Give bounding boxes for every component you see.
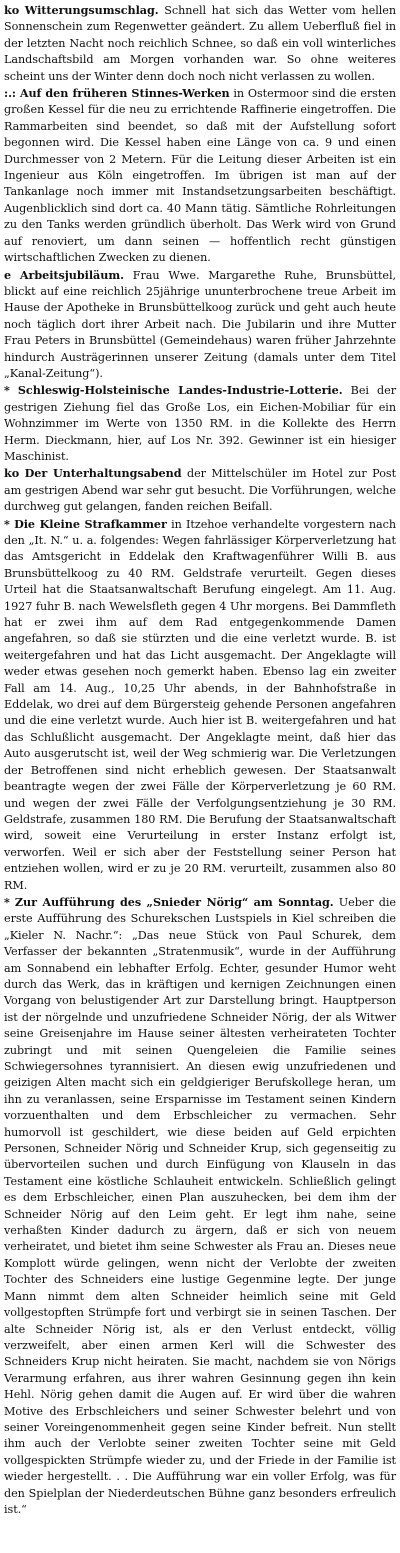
- article-marker: e: [4, 267, 12, 282]
- article-paragraph: [4, 465, 396, 515]
- article-work-jubilee: [4, 267, 396, 383]
- article-theater-play: [4, 894, 396, 1518]
- article-headline: Der Unterhaltungsabend: [24, 466, 182, 481]
- article-headline: Witterungsumschlag.: [24, 3, 159, 17]
- article-paragraph: [4, 894, 396, 1518]
- article-marker: :.:: [4, 86, 17, 101]
- article-headline: Zur Aufführung des „Snieder Nörig“ am Sonntag.: [14, 894, 334, 909]
- article-paragraph: [4, 516, 396, 894]
- article-entertainment-evening: [4, 465, 396, 515]
- article-body: Schnell hat sich das Wetter vom hellen Sonnenschein zum Regenwetter geändert. Zu allem Ueberfluß fiel in der letzten Nacht noch reichlich Schnee, so daß ein voll winterliches Landschaftsbild am Morgen vorhanden war. So ohne weiteres scheint uns der Winter denn doch noch nicht verlassen zu wollen.: [4, 4, 396, 83]
- article-marker: *: [4, 383, 10, 398]
- article-paragraph: [4, 267, 396, 383]
- article-criminal-chamber: [4, 516, 396, 894]
- article-lottery: [4, 382, 396, 465]
- article-body: Frau Wwe. Margarethe Ruhe, Brunsbüttel, blickt auf eine reichlich 25jährige ununterbrochene treue Arbeit im Hause der Apotheke in Brunsbüttelkoog zurück und geht auch heute noch täglich dort ihrer Arbeit nach. Die Jubilarin und ihre Mutter Frau Peters in Brunsbüttel (Gemeindehaus) waren früher Jahrzehnte hindurch Austrägerinnen unserer Zeitung (damals unter dem Titel „Kanal-Zeitung“).: [4, 268, 396, 380]
- article-paragraph: [4, 382, 396, 465]
- article-body: Ueber die erste Aufführung des Schurekschen Lustspiels in Kiel schreiben die „Kieler N. Nachr.“: „Das neue Stück von Paul Schurek, dem Verfasser der bekannten „Stratenmusik“, wurde in der Aufführung am Sonnabend ein lebhafter Erfolg. Echter, gesunder Humor weht durch das Werk, das in kräftigen und kernigen Zeichnungen einen Vorgang von belustigender Art zur Darstellung bringt. Hauptperson ist der nörgelnde und unzufriedene Schneider Nörig, der als Witwer seine Greisenjahre im Hause seiner ältesten verheirateten Tochter zubringt und mit seinen Quengeleien die Familie seines Schwiegersohnes tyrannisiert. An diesen ewig unzufriedenen und geizigen Alten macht sich ein geldgieriger Berufskollege heran, um ihn zu veranlassen, seine Ersparnisse im Testament seinen Kindern vorzuenthalten und dem Erbschleicher zu vermachen. Sehr humorvoll ist geschildert, wie diese beiden auf Geld erpichten Personen, Schneider Nörig und Schneider Krup, sich gegenseitig zu übervorteilen suchen und durch Einfügung von Klauseln in das Testament eine köstliche Schlauheit entwickeln. Schließlich gelingt es dem Erbschleicher, einen Plan auszuhecken, bei dem ihm der Schneider Nörig auf den Leim geht. Er legt ihm nahe, seine verhaßten Kinder dadurch zu ärgern, daß er sich von neuem verheiratet, und bietet ihm seine Schwester als Frau an. Dieses neue Komplott würde gelingen, wenn nicht der Verlobte der zweiten Tochter des Schneiders eine lustige Gegenmine legte. Der junge Mann nimmt dem alten Schneider heimlich seine mit Geld vollgestopften Strümpfe fort und verbirgt sie in seinen Taschen. Der alte Schneider Nörig ist, als er den Verlust entdeckt, völlig verzweifelt, aber einen armen Kerl will die Schwester des Schneiders Krup nicht heiraten. Sie macht, nachdem sie von Nörigs Verarmung erfahren, aus ihrer wahren Gesinnung gegen ihn kein Hehl. Nörig gehen damit die Augen auf. Er wird über die wahren Motive des Erbschleichers und seiner Schwester belehrt und von seiner Voreingenommenheit gegen seine Kinder befreit. Nun stellt ihm auch der Verlobte seiner zweiten Tochter seine mit Geld vollgespickten Strümpfe wieder zu, und der Friede in der Familie ist wieder hergestellt. . . Die Aufführung war ein voller Erfolg, was für den Spielplan der Niederdeutschen Bühne ganz besonders erfreulich ist.“: [4, 895, 396, 1516]
- article-marker: *: [4, 516, 10, 531]
- article-body: der Mittelschüler im Hotel zur Post am gestrigen Abend war sehr gut besucht. Die Vorführungen, welche durchweg gut gelangen, fanden reichen Beifall.: [4, 467, 397, 514]
- article-headline: Schleswig-Holsteinische Landes-Industrie-Lotterie.: [17, 383, 343, 398]
- article-marker: ko: [4, 3, 20, 17]
- article-weather: [4, 2, 396, 85]
- article-headline: Die Kleine Strafkammer: [14, 516, 167, 531]
- article-paragraph: [4, 2, 396, 85]
- article-body: Bei der gestrigen Ziehung fiel das Große Los, ein Eichen-Mobiliar für ein Wohnzimmer im Werte von 1350 RM. in die Kollekte des Herrn Herm. Dieckmann, hier, auf Los Nr. 392. Gewinner ist ein hiesiger Maschinist.: [4, 384, 396, 463]
- article-marker: ko: [4, 466, 20, 481]
- article-headline: Auf den früheren Stinnes-Werken: [19, 86, 230, 101]
- article-headline: Arbeitsjubiläum.: [19, 267, 124, 282]
- article-body: in Itzehoe verhandelte vorgestern nach den „It. N.“ u. a. folgendes: Wegen fahrlässiger Körperverletzung hat das Amtsgericht in Eddelak den Kraftwagenführer Willi B. aus Brunsbüttelkoog zu 40 RM. Geldstrafe verurteilt. Gegen dieses Urteil hat die Staatsanwaltschaft Berufung eingelegt. Am 11. Aug. 1927 fuhr B. nach Wewelsfleth gegen 4 Uhr morgens. Bei Dammfleth hat er zwei ihm auf dem Rad entgegenkommende Damen angefahren, so daß sie stürzten und die eine verletzt wurde. B. ist weitergefahren und hat das Licht ausgemacht. Der Angeklagte will weder etwas gesehen noch gemerkt haben. Ebenso lag ein zweiter Fall am 14. Aug., 10,25 Uhr abends, in der Bahnhofstraße in Eddelak, wo drei auf dem Bürgersteig gehende Personen angefahren und die eine verletzt wurde. Auch hier ist B. weitergefahren und hat das Schlußlicht ausgemacht. Der Angeklagte meint, daß hier das Auto ausgerutscht ist, weil der Weg schmierig war. Die Verletzungen der Betroffenen sind nicht erheblich gewesen. Der Staatsanwalt beantragte wegen der zwei Fälle der Körperverletzung je 60 RM. und wegen der zwei Fälle der Verfolgungsentziehung je 30 RM. Geldstrafe, zusammen 180 RM. Die Berufung der Staatsanwaltschaft wird, soweit eine Verurteilung in erster Instanz erfolgt ist, verworfen. Weil er sich aber der Feststellung seiner Person hat entziehen wollen, wird er zu je 20 RM. verurteilt, zusammen also 80 RM.: [4, 517, 396, 892]
- article-marker: *: [4, 894, 10, 909]
- article-paragraph: [4, 85, 396, 266]
- article-body: in Ostermoor sind die ersten großen Kessel für die neu zu errichtende Raffinerie eingetroffen. Die Rammarbeiten sind beendet, so daß mit der Aufstellung sofort begonnen wird. Die Kessel haben eine Länge von ca. 9 und einen Durchmesser von 2 Metern. Für die Leitung dieser Arbeiten ist ein Ingenieur aus Köln eingetroffen. Im übrigen ist man auf der Tankanlage noch immer mit Instandsetzungsarbeiten beschäftigt. Augenblicklich sind dort ca. 40 Mann tätig. Sämtliche Rohrleitungen zu den Tanks werden gründlich überholt. Das Werk wird von Grund auf renoviert, um dann seinen — hoffentlich recht günstigen wirtschaftlichen Zwecken zu dienen.: [4, 87, 397, 265]
- article-stinnes-works: [4, 85, 396, 266]
